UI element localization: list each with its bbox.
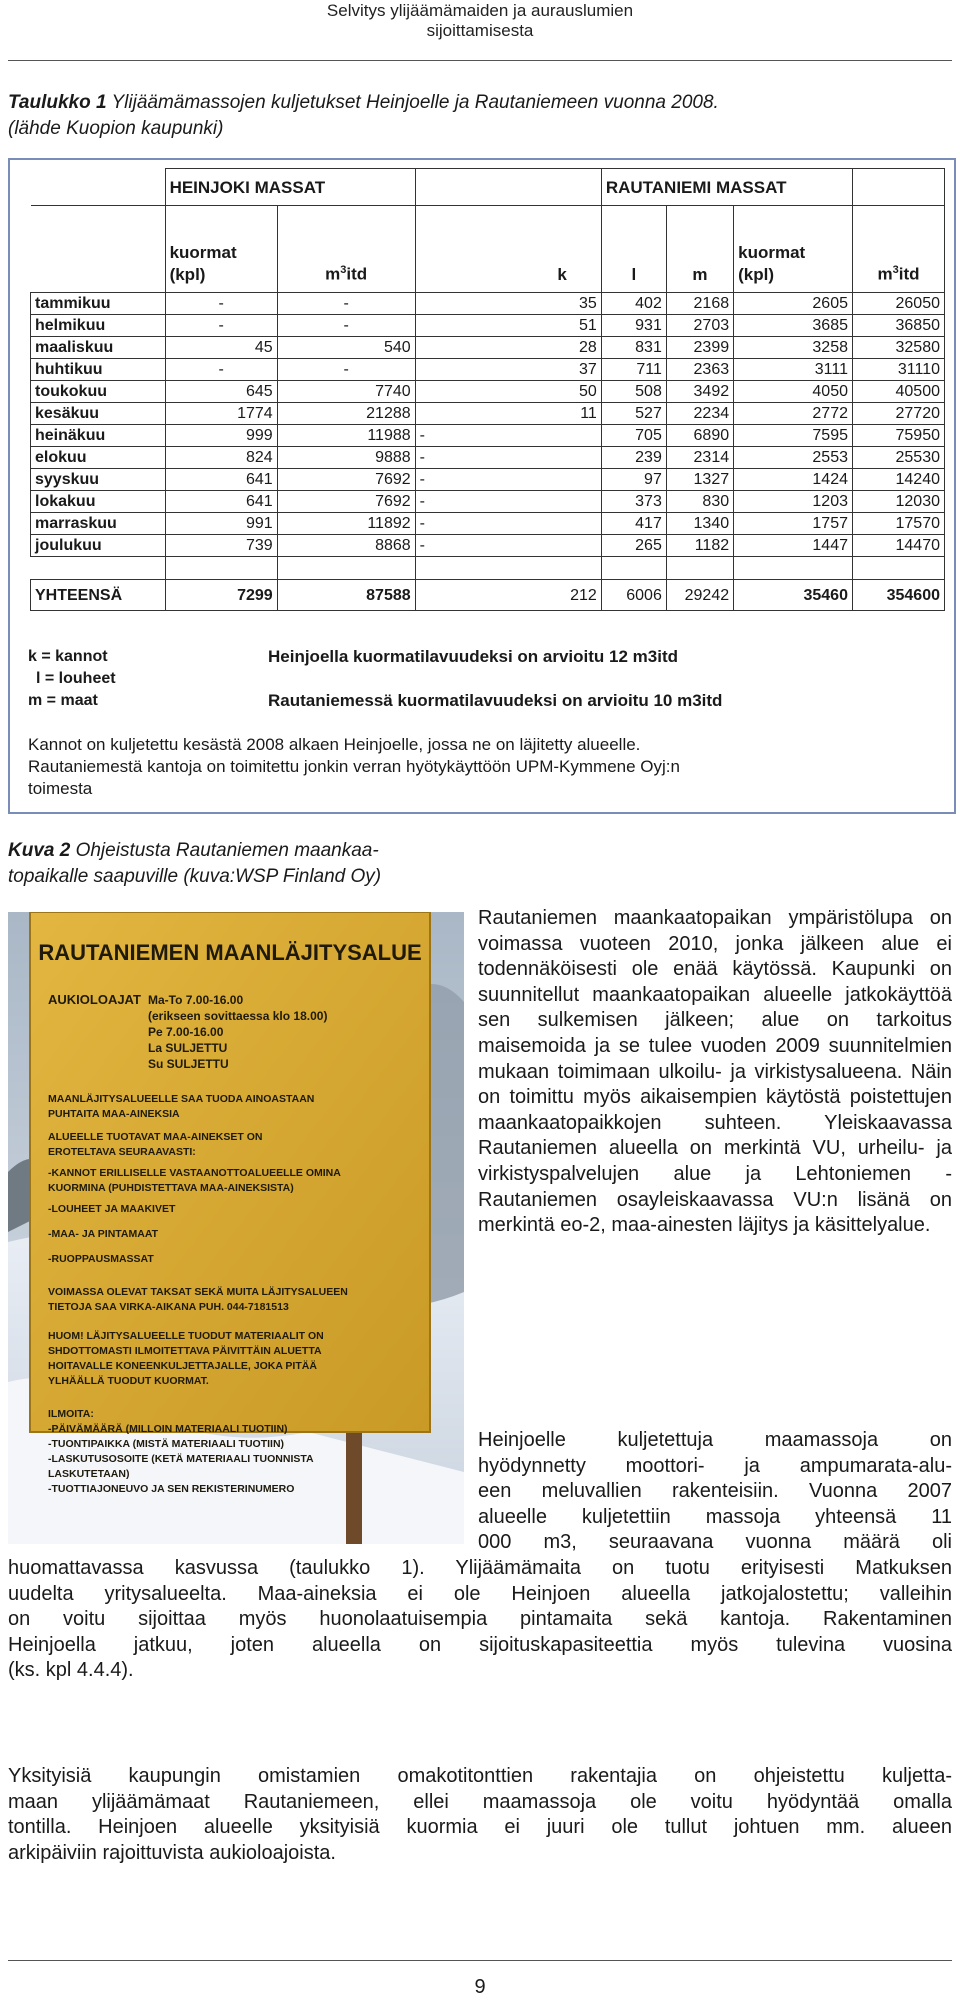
sign-text-line: -TUOTTIAJONEUVO JA SEN REKISTERINUMERO <box>48 1483 295 1495</box>
paragraph-line: Heinjoella jatkuu, joten alueella on sijoituskapasiteettia myös tulevina vuosina <box>8 1633 952 1656</box>
sign-text-line: Pe 7.00-16.00 <box>148 1025 224 1039</box>
sign-text-line: -KANNOT ERILLISELLE VASTAANOTTOALUEELLE OMINA <box>48 1167 341 1179</box>
col-heinjoki-m3: $m^3itd$ <box>277 206 415 293</box>
note-rautaniemi: Rautaniemessä kuormatilavuudeksi on arvioitu 10 m3itd <box>268 691 723 710</box>
heinjoki-group-header: HEINJOKI MASSAT <box>165 169 415 206</box>
paragraph-rautaniemi: Rautaniemen maankaatopaikan ympäristölupa on voimassa vuoteen 2010, jonka jälkeen alue ei todennäköisesti ole enää käytössä. Kaupunki on suunnitellut maankaatopaikan alueelle jatkokäyttöä sen sulkemisen jälkeen; alue on tarkoitus maisemoida ja se tulee vuoden 2009 suunnitelmien mukaan toimimaan ulkoilu- ja virkistysalueena. Näin on toimittu myös aikaisempien käytöstä poistettujen maankaatopaikkojen suhteen. Yleiskaavassa Rautaniemen alueella on merkintä VU, urheilu- ja virkistyspalvelujen alue ja Lehtoniemen - Rautaniemen osayleiskaavassa VU:n lisänä on merkintä eo-2, maa-ainesten läjitys ja käsittelyalue. <box>478 907 952 1237</box>
sign-text-line: KUORMINA (PUHDISTETTAVA MAA-AINEKSISTA) <box>48 1182 294 1194</box>
table-row: toukokuu 645 7740 50 508 3492 4050 40500 <box>31 381 945 403</box>
sign-text-line: SHDOTTOMASTI ILMOITETTAVA PÄIVITTÄIN ALUETTA <box>48 1345 322 1357</box>
table-row: syyskuu 641 7692 - 97 1327 1424 14240 <box>31 469 945 491</box>
sign-text-line: LASKUTETAAN) <box>48 1468 130 1480</box>
paragraph-line: tontilla. Heinjoen alueelle yksityisiä kuormia ei juuri ole tullut johtuen mm. alueen <box>8 1816 952 1839</box>
col-k: k <box>415 206 601 293</box>
sign-text-line: La SULJETTU <box>148 1041 228 1055</box>
sign-text-line: -TUONTIPAIKKA (MISTÄ MATERIAALI TUOTIIN) <box>48 1438 285 1450</box>
sign-text-line: AUKIOLOAJAT <box>48 992 141 1007</box>
page-number: 9 <box>474 1976 486 1998</box>
paragraph-line: (ks. kpl 4.4.4). <box>8 1659 134 1682</box>
col-heinjoki-kuormat: kuormat (kpl) <box>165 206 277 293</box>
sign-text-line: HOITAVALLE KONEENKULJETTAJALLE, JOKA PITÄÄ <box>48 1360 317 1372</box>
table-footnote-2: Rautaniemestä kantoja on toimitettu jonkin verran hyötykäyttöön UPM-Kymmene Oyj:n <box>28 757 680 776</box>
figure-caption-label: Kuva 2 <box>8 840 71 861</box>
sign-text-line: -LASKUTUSOSOITE (KETÄ MATERIAALI TUONNISTA <box>48 1453 314 1465</box>
sign-text-line: -RUOPPAUSMASSAT <box>48 1253 154 1265</box>
sign-text-line: HUOM! LÄJITYSALUEELLE TUODUT MATERIAALIT ON <box>48 1330 324 1342</box>
sign-text-line: RAUTANIEMEN MAANLÄJITYSALUE <box>38 940 422 965</box>
legend-l: l = louheet <box>36 670 116 687</box>
legend-m: m = maat <box>28 692 98 709</box>
table-caption <box>8 90 952 142</box>
sign-text-line: -MAA- JA PINTAMAAT <box>48 1228 159 1240</box>
sign-text-line: -LOUHEET JA MAAKIVET <box>48 1203 176 1215</box>
table-row: lokakuu 641 7692 - 373 830 1203 12030 <box>31 491 945 513</box>
sign-text-line: TIETOJA SAA VIRKA-AIKANA PUH. 044-7181513 <box>48 1301 289 1313</box>
figure-caption: Kuva 2 Ohjeistusta Rautaniemen maankaa- topaikalle saapuville (kuva:WSP Finland Oy) <box>8 840 382 887</box>
paragraph-line: hyödynnetty moottori- ja ampumarata-alu- <box>478 1454 952 1477</box>
table-caption-label: Taulukko 1 <box>8 92 107 113</box>
table-row: elokuu 824 9888 - 239 2314 2553 25530 <box>31 447 945 469</box>
paragraph-line: Yksityisiä kaupungin omistamien omakotitonttien rakentajia on ohjeistettu kuljetta- <box>8 1765 952 1787</box>
sign-text-line: VOIMASSA OLEVAT TAKSAT SEKÄ MUITA LÄJITYSALUEEN <box>48 1286 348 1298</box>
table-footnote-1: Kannot on kuljetettu kesästä 2008 alkaen Heinjoelle, jossa ne on läjitetty alueelle. <box>28 735 641 754</box>
table-group-header-row <box>31 169 945 206</box>
table-row: kesäkuu 1774 21288 11 527 2234 2772 27720 <box>31 403 945 425</box>
table-body <box>31 293 945 557</box>
table-row: helmikuu - - 51 931 2703 3685 36850 <box>31 315 945 337</box>
running-header-line2: sijoittamisesta <box>426 21 534 40</box>
paragraph-line: een meluvallien rakenteisiin. Vuonna 2007 <box>478 1480 952 1503</box>
table-row: maaliskuu 45 540 28 831 2399 3258 32580 <box>31 337 945 359</box>
table-row: tammikuu - - 35 402 2168 2605 26050 <box>31 293 945 315</box>
table-caption-source: (lähde Kuopion kaupunki) <box>8 118 224 139</box>
legend-k: k = kannot <box>28 648 108 665</box>
col-rautaniemi-m3: $m^3itd$ <box>852 206 944 293</box>
table-row: joulukuu 739 8868 - 265 1182 1447 14470 <box>31 535 945 557</box>
paragraph-line: huomattavassa kasvussa (taulukko 1). Ylijäämämaita on tuotu erityisesti Matkuksen <box>8 1557 952 1579</box>
sign-text-line: PUHTAITA MAA-AINEKSIA <box>48 1108 180 1120</box>
header-rule <box>8 60 952 61</box>
sign-photo-svg <box>8 912 464 1544</box>
col-l: l <box>601 206 666 293</box>
paragraph-line: uudelta yritysalueelta. Maa-aineksia ei ole Heinjoen alueella jatkojalostettu; valleihin <box>8 1582 952 1605</box>
sign-text-line: -PÄIVÄMÄÄRÄ (MILLOIN MATERIAALI TUOTIIN) <box>48 1423 288 1435</box>
sign-text-line: EROTELTAVA SEURAAVASTI: <box>48 1146 196 1158</box>
col-rautaniemi-kuormat: kuormat (kpl) <box>734 206 853 293</box>
table-total-row: YHTEENSÄ 7299 87588 212 6006 29242 35460 354600 <box>31 580 945 611</box>
sign-text-line: MAANLÄJITYSALUEELLE SAA TUODA AINOASTAAN <box>48 1093 315 1105</box>
sign-photo <box>8 912 464 1544</box>
table-row: marraskuu 991 11892 - 417 1340 1757 17570 <box>31 513 945 535</box>
table-caption-text: Ylijäämämassojen kuljetukset Heinjoelle ja Rautaniemeen vuonna 2008. <box>106 92 719 113</box>
running-header-line1: Selvitys ylijäämämaiden ja aurauslumien <box>326 1 634 20</box>
paragraph-line: alueelle kuljetettiin massoja yhteensä 11 <box>478 1505 952 1528</box>
sign-text-line: YLHÄÄLLÄ TUODUT KUORMAT. <box>48 1375 209 1387</box>
table-column-header-row <box>31 206 945 293</box>
rautaniemi-group-header: RAUTANIEMI MASSAT <box>601 169 852 206</box>
sign-text-line: ALUEELLE TUOTAVAT MAA-AINEKSET ON <box>48 1131 263 1143</box>
paragraph-line: maan ylijäämämaat Rautaniemeen, ellei maamassoja ole voitu hyödyntää omalla <box>8 1790 952 1813</box>
paragraph-line: arkipäiviin rajoittuvista aukioloajoista. <box>8 1841 336 1864</box>
paragraph-line: 000 m3, seuraavana vuonna määrä oli <box>478 1531 952 1554</box>
footer-rule <box>8 1960 952 1961</box>
sign-text-line: ILMOITA: <box>48 1408 94 1420</box>
table-row: heinäkuu 999 11988 - 705 6890 7595 75950 <box>31 425 945 447</box>
note-heinjoki: Heinjoella kuormatilavuudeksi on arvioitu 12 m3itd <box>268 647 679 666</box>
col-m: m <box>666 206 733 293</box>
table-frame <box>8 158 956 814</box>
paragraph-line: Heinjoelle kuljetettuja maamassoja on <box>478 1429 952 1451</box>
table-row: huhtikuu - - 37 711 2363 3111 31110 <box>31 359 945 381</box>
sign-text-line: Su SULJETTU <box>148 1057 229 1071</box>
sign-text-line: (erikseen sovittaessa klo 18.00) <box>148 1009 328 1023</box>
sign-text-line: Ma-To 7.00-16.00 <box>148 993 244 1007</box>
transport-table <box>30 168 945 611</box>
paragraph-line: on voitu sijoittaa myös huonolaatuisempia pintamaita sekä kantoja. Rakentaminen <box>8 1608 952 1631</box>
table-footnote-3: toimesta <box>28 779 93 798</box>
